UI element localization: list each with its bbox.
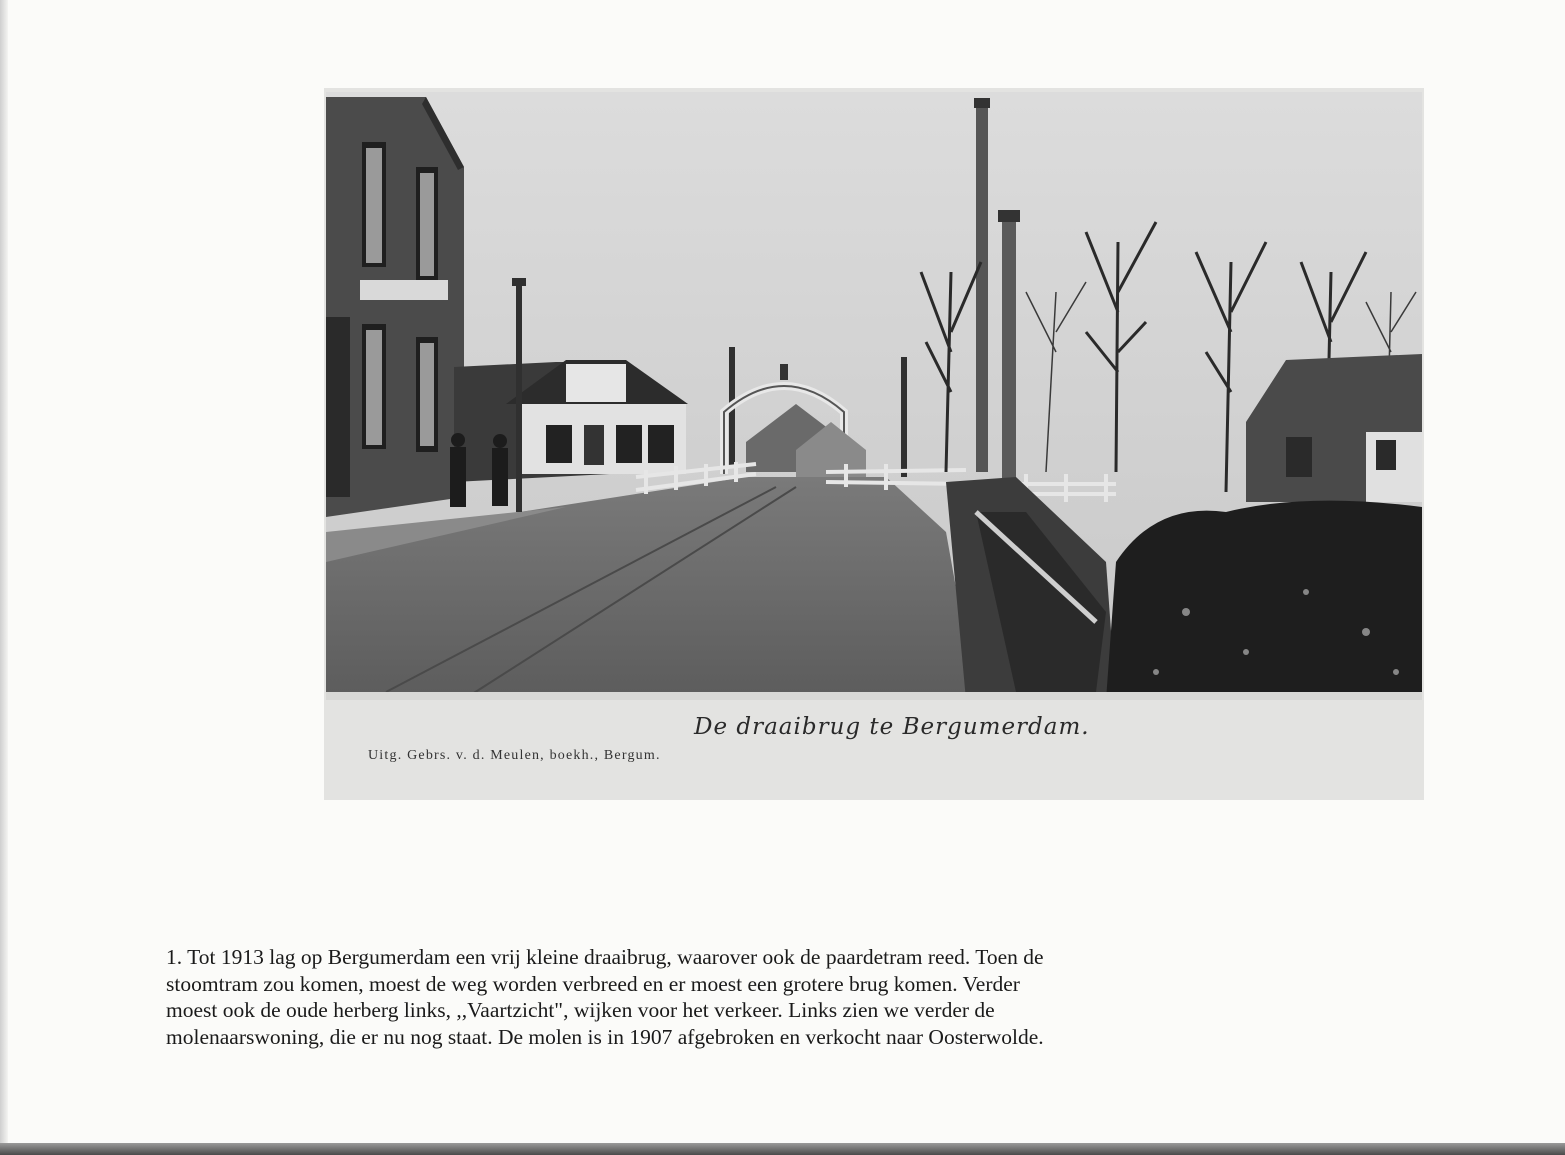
bridge-photograph <box>326 92 1422 700</box>
page-edge-bottom <box>0 1143 1565 1155</box>
caption-line: stoomtram zou komen, moest de weg worden verbreed en er moest een grotere brug komen. Verder <box>166 971 1020 996</box>
caption-line: moest ook de oude herberg links, ,,Vaartzicht", wijken voor het verkeer. Links zien we verder de <box>166 998 995 1022</box>
caption-line: molenaarswoning, die er nu nog staat. De molen is in 1907 afgebroken en verkocht naar Oosterwolde. <box>166 1024 1044 1049</box>
postcard-title: De draaibrug te Bergumerdam. <box>694 714 1090 740</box>
postcard-publisher: Uitg. Gebrs. v. d. Meulen, boekh., Bergum. <box>368 748 661 763</box>
postcard <box>324 88 1424 800</box>
caption-paragraph <box>166 944 1206 1050</box>
caption-line: 1. Tot 1913 lag op Bergumerdam een vrij kleine draaibrug, waarover ook de paardetram reed. Toen de <box>166 945 1044 969</box>
page-edge-left <box>0 0 8 1155</box>
